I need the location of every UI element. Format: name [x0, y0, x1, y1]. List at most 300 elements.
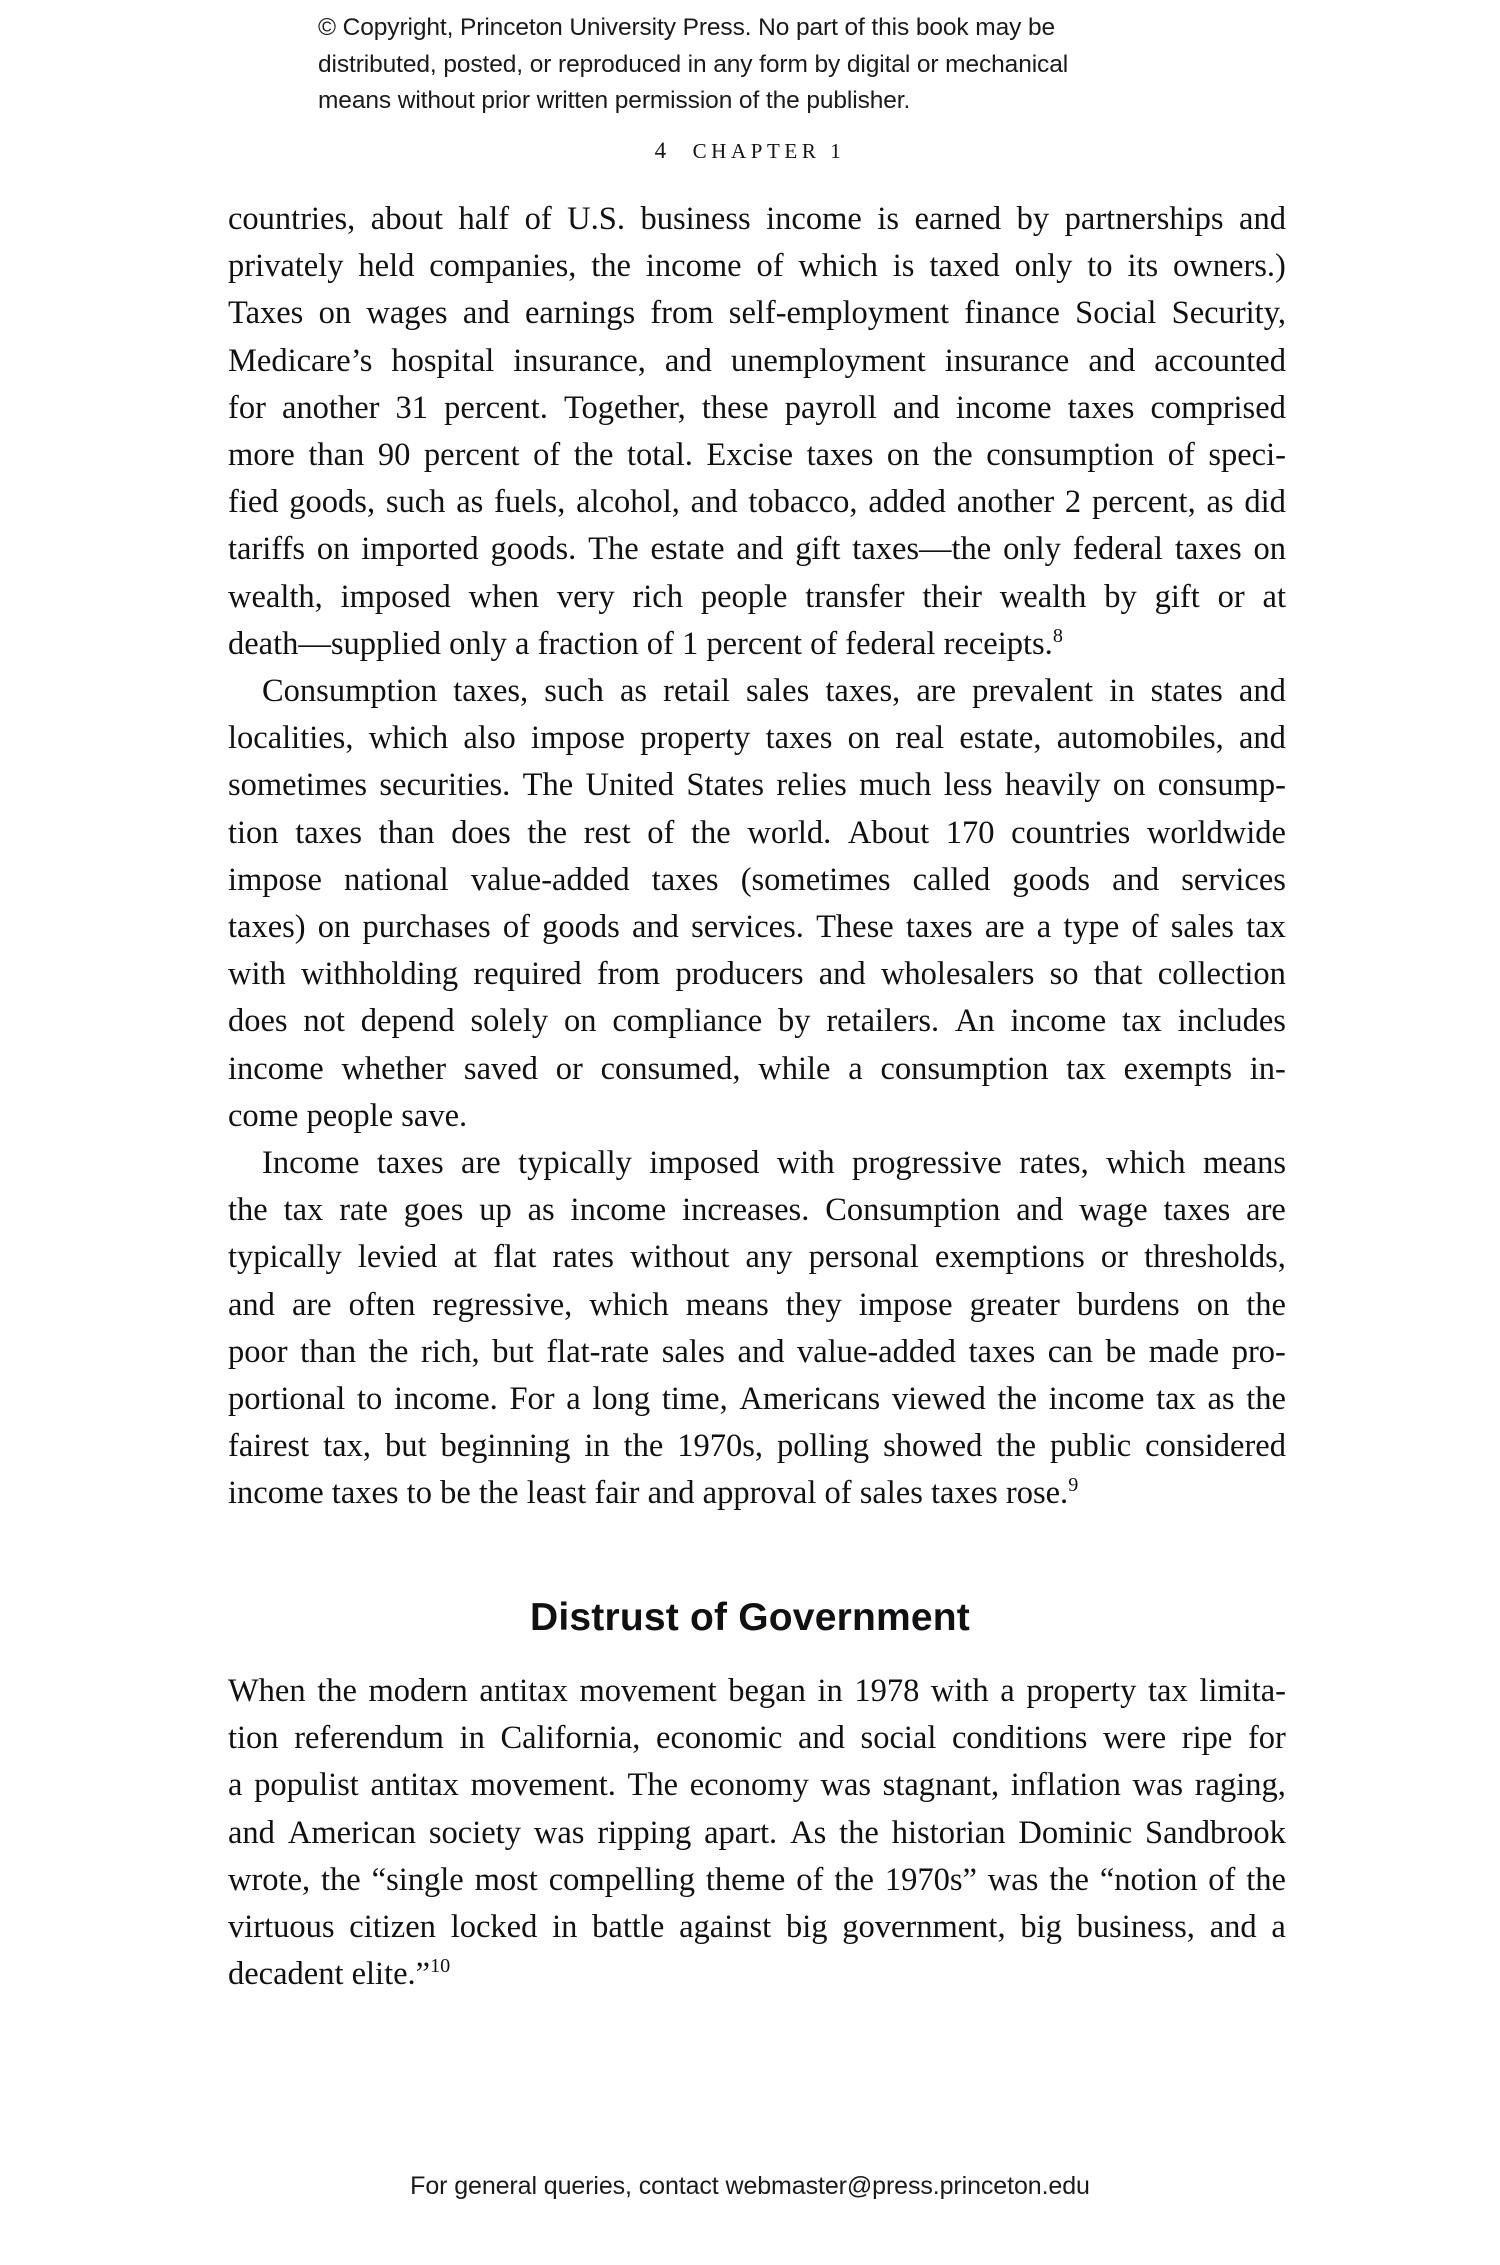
word: 170: [945, 814, 995, 851]
word: in: [817, 1673, 843, 1709]
word: called: [912, 861, 991, 898]
word: of: [796, 1861, 824, 1898]
word: does: [451, 814, 511, 851]
word: United: [585, 767, 674, 804]
word: on: [1112, 767, 1146, 804]
word: less: [943, 767, 993, 804]
copyright-line-3: means without prior written permission of the publisher.: [318, 87, 911, 114]
word: relies: [776, 767, 847, 804]
word: of: [647, 814, 675, 851]
word: did: [1244, 484, 1286, 521]
word: tax: [1122, 1003, 1162, 1040]
word: type: [1063, 909, 1120, 946]
word: of: [502, 909, 530, 946]
word: national: [344, 861, 449, 898]
word: which: [589, 1286, 669, 1323]
word: populist: [254, 1767, 359, 1804]
chapter-label: CHAPTER 1: [692, 139, 846, 163]
word: on: [1253, 531, 1286, 568]
word: earnings: [525, 295, 636, 332]
word: are: [461, 1145, 501, 1182]
word: Excise: [706, 437, 794, 474]
word: and: [690, 484, 738, 521]
text-line: [228, 432, 1286, 479]
word: means: [1202, 1145, 1286, 1182]
word: percent: [423, 437, 520, 474]
word: big: [1020, 1909, 1062, 1946]
word: which: [798, 248, 878, 285]
word: The: [627, 1767, 679, 1804]
word: or: [1100, 1239, 1128, 1276]
word: sales: [661, 1333, 725, 1370]
word: imposed: [340, 578, 451, 615]
word: another: [956, 484, 1055, 521]
word: flat: [493, 1239, 537, 1276]
word: “notion: [1099, 1861, 1198, 1898]
copyright-line-1: © Copyright, Princeton University Press. No part of this book may be: [318, 14, 1056, 41]
word: solely: [470, 1003, 549, 1040]
word: such: [544, 673, 604, 710]
word: When: [228, 1673, 306, 1709]
word: About: [847, 814, 930, 851]
word: and: [664, 342, 712, 379]
word: on: [563, 1003, 597, 1040]
word: income: [766, 201, 862, 237]
word: the: [321, 1861, 361, 1898]
word: States: [686, 767, 765, 804]
word: historian: [891, 1814, 1006, 1851]
word: compelling: [548, 1861, 695, 1898]
word: services: [1181, 861, 1286, 898]
word: up: [479, 1192, 512, 1229]
word: securities.: [379, 767, 511, 804]
word: gift: [795, 531, 841, 568]
word: the: [1049, 1861, 1089, 1898]
word: is: [892, 248, 915, 285]
word: wages: [366, 295, 448, 332]
text-line: [228, 951, 1286, 998]
word: the: [932, 437, 973, 474]
word: the: [691, 814, 731, 851]
word: were: [1103, 1720, 1167, 1757]
word: self-employment: [728, 295, 950, 332]
word: unemployment: [730, 342, 926, 379]
word: Social: [1075, 295, 1157, 332]
word: locked: [450, 1909, 538, 1946]
word: comprised: [1150, 389, 1286, 426]
word: collection: [1157, 956, 1286, 993]
word: tax,: [323, 1428, 371, 1465]
word: held: [358, 248, 415, 285]
word: estate,: [959, 720, 1042, 757]
word: levied: [357, 1239, 438, 1276]
word: that: [1093, 956, 1143, 993]
word: big: [785, 1909, 828, 1946]
word: without: [630, 1239, 730, 1276]
word: taxes,: [453, 673, 529, 710]
word: percent,: [1091, 484, 1196, 521]
text-line: [228, 1904, 1286, 1951]
text-line: [228, 1140, 1286, 1187]
word: are: [916, 673, 957, 710]
word: imposed: [649, 1145, 760, 1182]
word: taxes: [651, 861, 719, 898]
word: such: [385, 484, 446, 521]
word: tion: [228, 814, 279, 851]
word: economic: [656, 1720, 783, 1757]
word: and: [1112, 861, 1160, 898]
word: limita-: [1199, 1673, 1286, 1709]
word: Income: [262, 1145, 360, 1182]
word: is: [877, 201, 900, 237]
word: progressive: [852, 1145, 1002, 1182]
text-line: income taxes to be the least fair and approval of sales taxes rose.$^9$: [228, 1474, 1079, 1512]
word: taxes: [295, 814, 362, 851]
word: wholesalers: [880, 956, 1035, 993]
word: income: [570, 1192, 667, 1229]
word: in: [552, 1909, 578, 1946]
word: public: [1049, 1428, 1132, 1465]
word: a: [1036, 909, 1052, 946]
word: and: [797, 1720, 845, 1757]
word: thresholds,: [1144, 1239, 1286, 1276]
word: on: [886, 437, 920, 474]
word: The: [522, 767, 574, 804]
paragraph: [228, 1140, 1286, 1518]
word: for: [228, 389, 266, 426]
word: are: [984, 909, 1025, 946]
word: the: [1246, 1381, 1286, 1418]
word: alcohol,: [576, 484, 680, 521]
word: Together,: [563, 389, 686, 426]
word: states: [1150, 673, 1223, 710]
word: of: [1208, 1861, 1236, 1898]
word: includes: [1177, 1003, 1286, 1040]
word: by: [777, 1003, 811, 1040]
word: insurance: [944, 342, 1070, 379]
word: rest: [583, 814, 631, 851]
word: Taxes: [228, 295, 304, 332]
word: gift: [1154, 578, 1200, 615]
word: to: [1087, 248, 1113, 285]
word: in: [584, 1428, 610, 1465]
word: These: [816, 909, 894, 946]
word: income: [1010, 1003, 1107, 1040]
word: services.: [691, 909, 804, 946]
word: more: [228, 437, 295, 474]
word: purchases: [362, 909, 491, 946]
word: personal: [808, 1239, 919, 1276]
word: 90: [377, 437, 411, 474]
word: can: [1047, 1333, 1093, 1370]
page-number: 4: [654, 138, 667, 163]
word: and: [1209, 1909, 1257, 1946]
word: (sometimes: [740, 861, 891, 898]
word: so: [1049, 956, 1079, 993]
word: long: [592, 1381, 651, 1418]
word: at: [1262, 578, 1286, 615]
word: required: [473, 956, 582, 993]
word: the: [527, 814, 568, 851]
word: to: [357, 1381, 383, 1418]
word: “single: [371, 1861, 464, 1898]
word: and: [1239, 201, 1286, 237]
word: any: [745, 1239, 793, 1276]
paragraph: [228, 196, 1286, 668]
word: exemptions: [934, 1239, 1085, 1276]
text-line: [228, 857, 1286, 904]
word: on: [847, 720, 881, 757]
word: portional: [228, 1381, 346, 1418]
text-line: [228, 904, 1286, 951]
word: typically: [518, 1145, 632, 1182]
word: apart.: [704, 1814, 778, 1851]
word: its: [1127, 248, 1159, 285]
word: began: [728, 1673, 806, 1709]
text-line: [228, 243, 1286, 290]
word: virtuous: [228, 1909, 335, 1946]
word: countries: [1011, 814, 1131, 851]
word: sometimes: [228, 767, 368, 804]
word: fied: [228, 484, 279, 521]
text-line: [228, 1668, 1286, 1715]
text-line: come people save.: [228, 1097, 468, 1134]
word: their: [922, 578, 982, 615]
word: taxes: [1174, 531, 1242, 568]
word: added: [868, 484, 946, 521]
word: impose: [858, 1286, 953, 1323]
word: in: [459, 1720, 485, 1757]
text-line: [228, 810, 1286, 857]
word: and: [1016, 1192, 1064, 1229]
word: they: [785, 1286, 842, 1323]
word: viewed: [891, 1381, 986, 1418]
text-line: [228, 338, 1286, 385]
word: imported: [361, 531, 479, 568]
word: taxes—the: [852, 531, 992, 568]
word: from: [596, 956, 661, 993]
word: tariffs: [228, 531, 306, 568]
word: partnerships: [1064, 201, 1224, 237]
word: heavily: [1004, 767, 1101, 804]
word: raging,: [1194, 1767, 1286, 1804]
word: retail: [663, 673, 730, 710]
word: income: [645, 248, 742, 285]
word: tobacco,: [748, 484, 858, 521]
word: Security,: [1171, 295, 1286, 332]
word: accounted: [1154, 342, 1286, 379]
word: the: [1246, 1861, 1286, 1898]
word: Sandbrook: [1145, 1814, 1286, 1851]
word: rates: [552, 1239, 614, 1276]
text-line: [228, 1857, 1286, 1904]
word: the: [317, 1673, 357, 1709]
word: depend: [360, 1003, 455, 1040]
text-line: [228, 998, 1286, 1045]
word: Dominic: [1018, 1814, 1133, 1851]
word: a: [848, 1050, 863, 1087]
text-line: [228, 1046, 1286, 1093]
word: companies,: [429, 248, 577, 285]
word: than: [378, 814, 435, 851]
footnote-reference: 8: [1052, 625, 1063, 647]
text-line: [228, 1423, 1286, 1470]
word: only: [1003, 531, 1061, 568]
word: finance: [964, 295, 1060, 332]
word: but: [492, 1333, 534, 1370]
text-line: [228, 290, 1286, 337]
word: when: [468, 578, 539, 615]
word: of: [533, 437, 561, 474]
word: most: [474, 1861, 538, 1898]
word: prevalent: [972, 673, 1094, 710]
word: by: [1104, 578, 1137, 615]
word: very: [556, 578, 615, 615]
text-line: [228, 668, 1286, 715]
word: saved: [463, 1050, 538, 1087]
word: business,: [1076, 1909, 1195, 1946]
word: rich: [632, 578, 683, 615]
word: exempts: [1123, 1050, 1232, 1087]
word: taxes,: [825, 673, 901, 710]
word: and: [1239, 720, 1286, 757]
word: compliance: [612, 1003, 763, 1040]
word: a: [566, 1381, 581, 1418]
word: business: [640, 201, 751, 237]
text-line: decadent elite.”$^{10}$: [228, 1955, 451, 1993]
word: Americans: [739, 1381, 881, 1418]
word: about: [370, 201, 443, 237]
text-line: [228, 1234, 1286, 1281]
word: sales: [1170, 909, 1234, 946]
word: half: [458, 201, 510, 237]
word: automobiles,: [1056, 720, 1224, 757]
word: which: [368, 720, 449, 757]
word: are: [291, 1286, 332, 1323]
word: tax: [1246, 909, 1286, 946]
word: as: [1206, 484, 1234, 521]
word: these: [701, 389, 769, 426]
word: the: [997, 1381, 1038, 1418]
text-line: [228, 1376, 1286, 1423]
word: goods: [542, 909, 620, 946]
word: showed: [883, 1428, 983, 1465]
word: worldwide: [1146, 814, 1286, 851]
word: wealth: [999, 578, 1087, 615]
word: burdens: [1076, 1286, 1180, 1323]
word: polling: [777, 1428, 870, 1465]
word: a: [228, 1767, 243, 1804]
word: in: [1109, 673, 1135, 710]
word: the: [623, 1428, 664, 1465]
text-line: [228, 574, 1286, 621]
word: taxes: [765, 720, 833, 757]
word: greater: [969, 1286, 1060, 1323]
word: be: [1105, 1333, 1137, 1370]
word: tax: [1156, 1381, 1196, 1418]
word: and: [892, 389, 940, 426]
word: modern: [368, 1673, 468, 1709]
word: pro-: [1231, 1333, 1286, 1370]
word: wrote,: [228, 1861, 311, 1898]
text-line: [228, 385, 1286, 432]
word: and: [631, 909, 679, 946]
word: wage: [1079, 1192, 1148, 1229]
word: income.: [393, 1381, 498, 1418]
page-footer: For general queries, contact webmaster@press.princeton.edu: [410, 2172, 1090, 2200]
word: as: [527, 1192, 555, 1229]
word: economy: [689, 1767, 809, 1804]
word: the: [591, 248, 631, 285]
word: and: [228, 1814, 275, 1851]
body-text-column-after-heading: [228, 1668, 1286, 1998]
word: movement.: [470, 1767, 616, 1804]
word: world.: [747, 814, 832, 851]
word: owners.): [1173, 248, 1286, 285]
word: American: [287, 1814, 416, 1851]
text-line: [228, 1282, 1286, 1329]
word: transfer: [805, 578, 905, 615]
text-line: [228, 1715, 1286, 1762]
word: fairest: [228, 1428, 310, 1465]
word: theme: [705, 1861, 786, 1898]
word: U.S.: [567, 201, 625, 237]
word: means: [685, 1286, 769, 1323]
word: with: [228, 956, 286, 993]
word: by: [1016, 201, 1050, 237]
word: while: [758, 1050, 831, 1087]
text-line: [228, 762, 1286, 809]
word: tion: [228, 1720, 279, 1757]
text-line: [228, 1187, 1286, 1234]
word: of: [1167, 437, 1195, 474]
word: only: [1014, 248, 1073, 285]
word: as: [619, 673, 648, 710]
word: referendum: [294, 1720, 444, 1757]
word: estate: [650, 531, 725, 568]
word: as: [1207, 1381, 1235, 1418]
word: government,: [842, 1909, 1006, 1946]
word: does: [228, 1003, 288, 1040]
word: time,: [661, 1381, 728, 1418]
word: was: [987, 1861, 1039, 1898]
word: withholding: [301, 956, 459, 993]
word: not: [303, 1003, 345, 1040]
word: taxes: [1163, 1192, 1231, 1229]
word: was: [533, 1814, 585, 1851]
word: at: [453, 1239, 477, 1276]
text-line: [228, 526, 1286, 573]
word: the: [368, 1333, 409, 1370]
word: often: [348, 1286, 416, 1323]
word: consumption: [986, 437, 1155, 474]
word: tax: [283, 1192, 324, 1229]
word: taxed: [929, 248, 1000, 285]
word: than: [308, 437, 365, 474]
word: producers: [675, 956, 804, 993]
word: Consumption: [825, 1192, 1001, 1229]
text-line: death—supplied only a fraction of 1 percent of federal receipts.$^8$: [228, 625, 1063, 662]
text-line: [228, 715, 1286, 762]
word: 2: [1064, 484, 1082, 521]
copyright-line-2: distributed, posted, or reproduced in any form by digital or mechanical: [318, 50, 1069, 78]
word: 31: [395, 389, 429, 426]
word: countries,: [228, 201, 356, 237]
word: goods.: [490, 531, 577, 568]
text-line: [228, 1329, 1286, 1376]
section-heading: Distrust of Government: [530, 1596, 970, 1639]
word: was: [820, 1767, 872, 1804]
